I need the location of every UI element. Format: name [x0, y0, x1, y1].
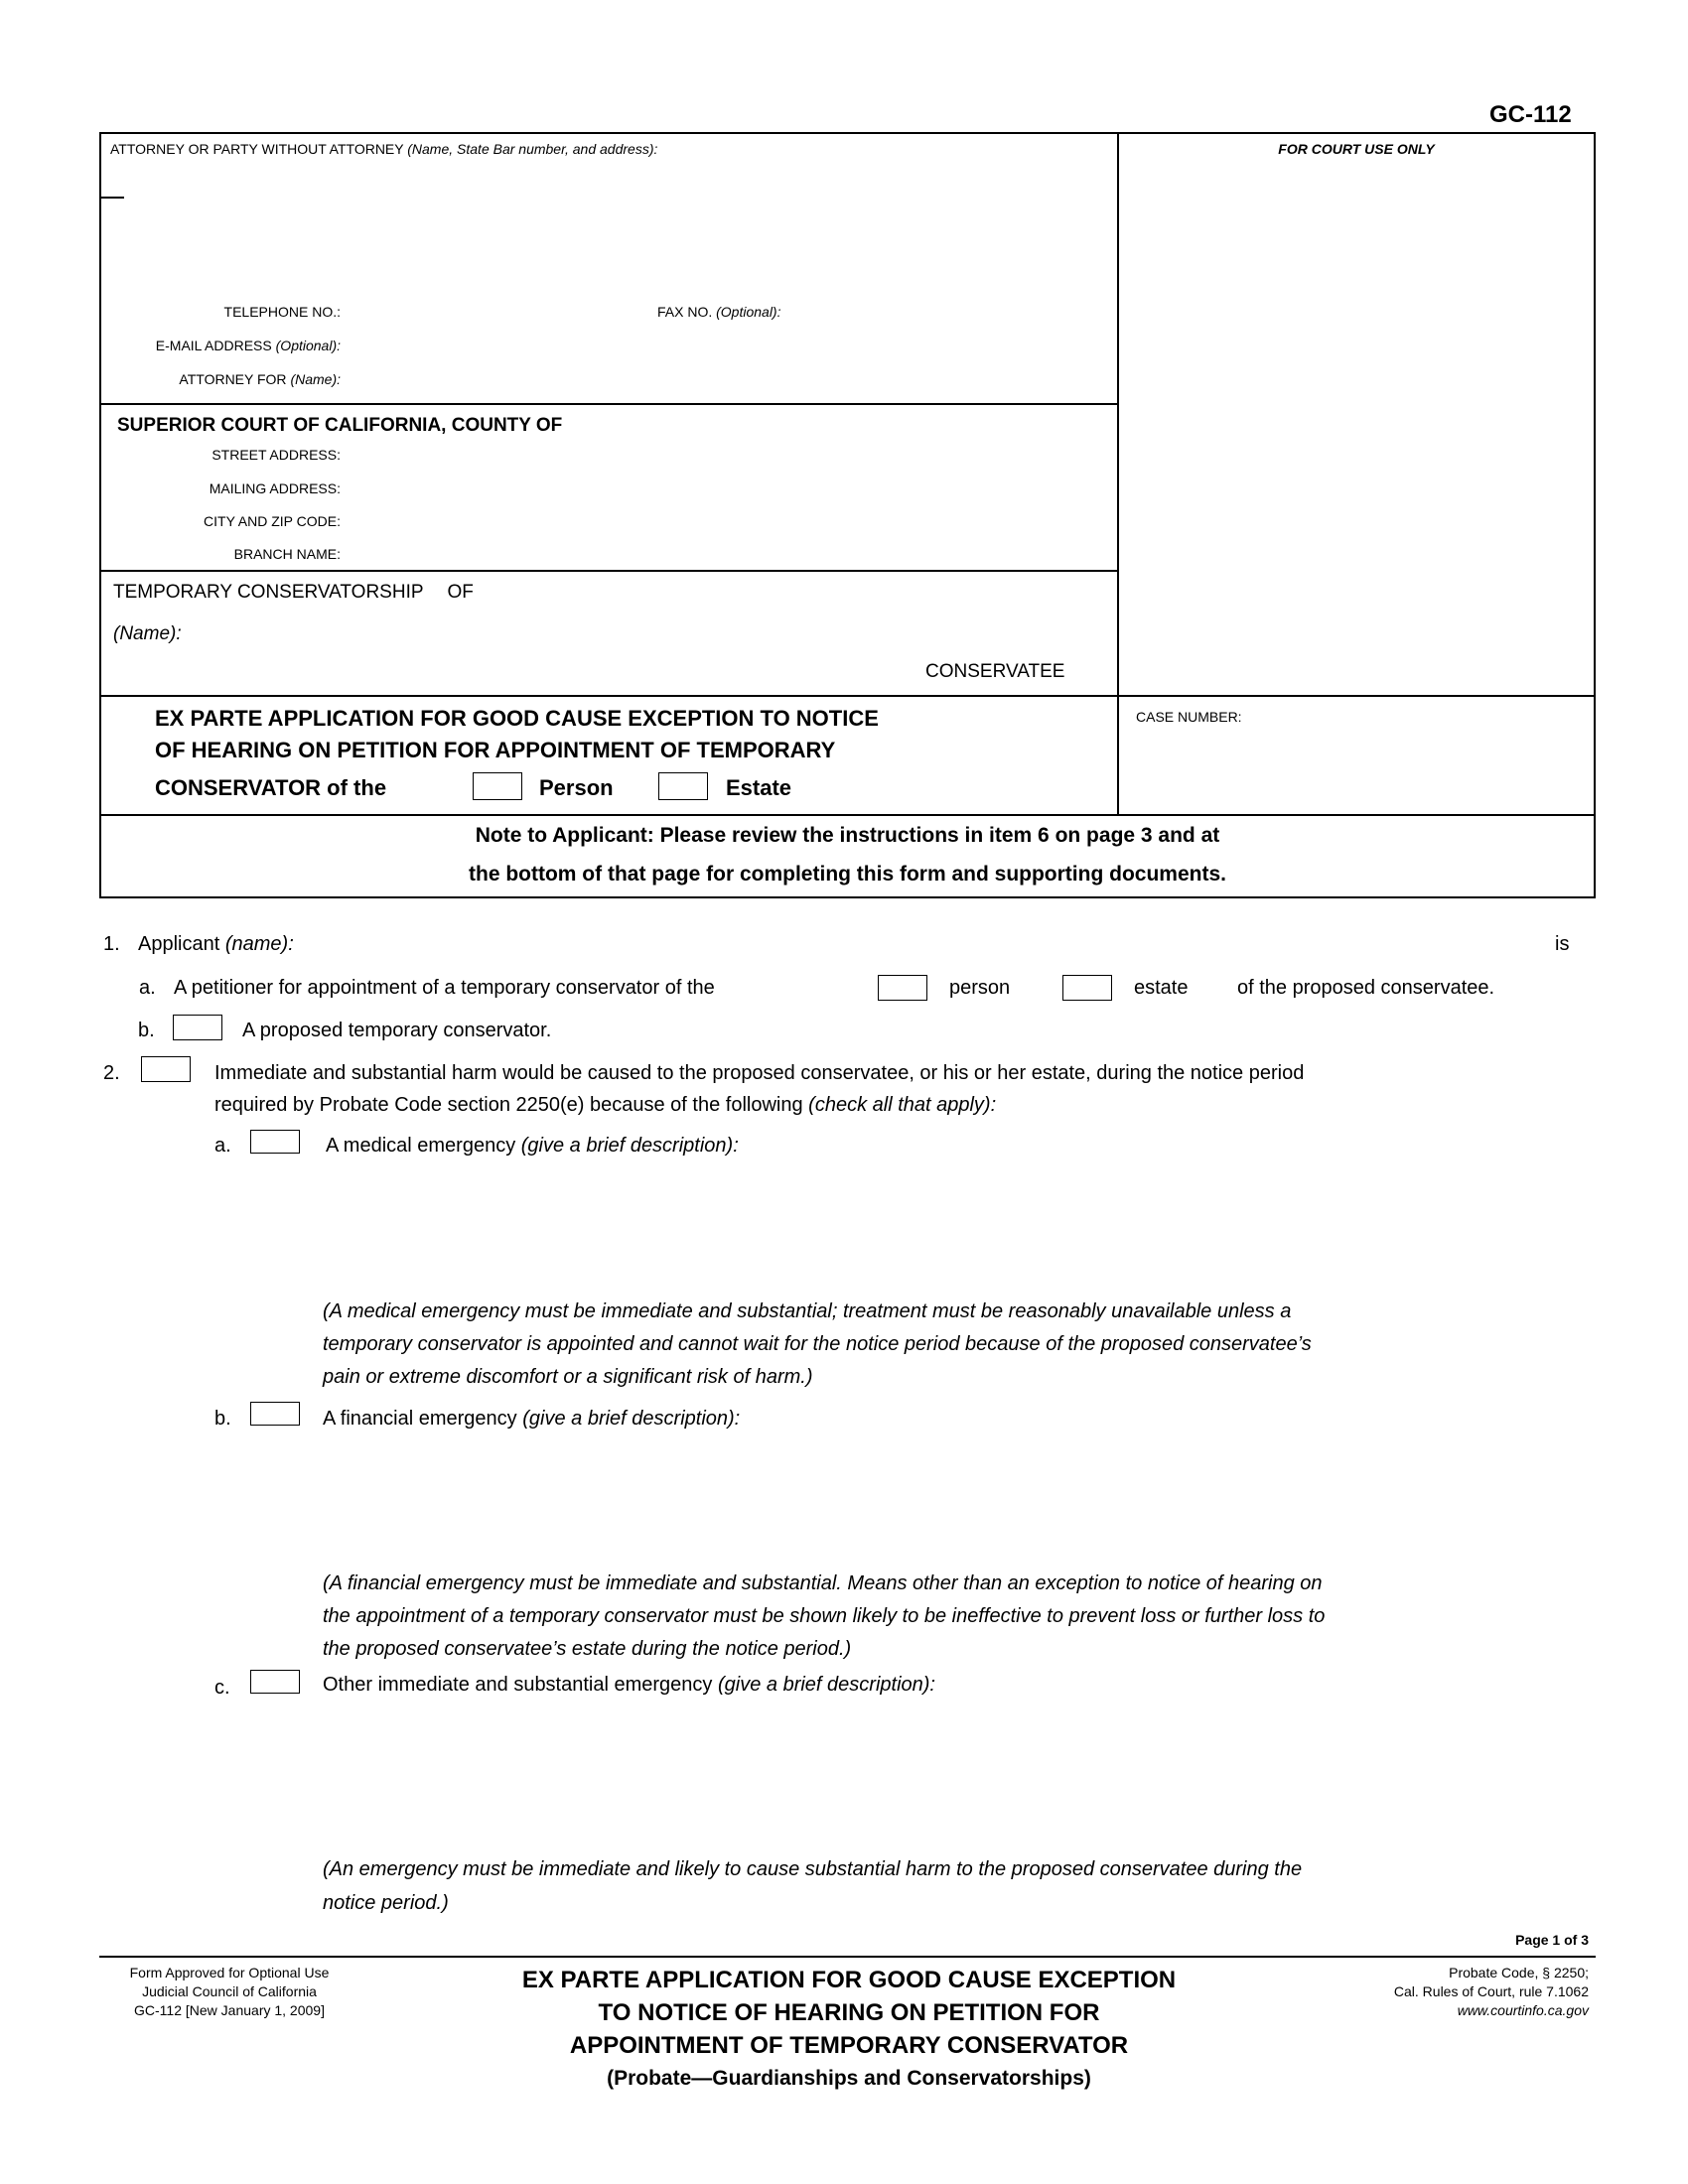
attorney-label: ATTORNEY OR PARTY WITHOUT ATTORNEY (Name, State Bar number, and address):	[110, 141, 658, 157]
branch-name-label: BRANCH NAME:	[233, 546, 341, 562]
footer-title-line2: TO NOTICE OF HEARING ON PETITION FOR	[598, 1999, 1100, 2026]
caption-separator-court	[99, 403, 1117, 405]
item2a-note-line1: (A medical emergency must be immediate and substantial; treatment must be reasonably unavailable unless a	[323, 1300, 1292, 1322]
item1-applicant-label: Applicant (name):	[138, 933, 294, 955]
caption-separator-case	[99, 570, 1117, 572]
form-title-line1: EX PARTE APPLICATION FOR GOOD CAUSE EXCEPTION TO NOTICE	[155, 706, 879, 731]
footer-right	[1291, 1964, 1589, 2020]
footer-left	[99, 1964, 359, 2020]
item2b-note-line2: the appointment of a temporary conservator must be shown likely to be ineffective to prevent loss or further loss to	[323, 1605, 1326, 1627]
title-estate-label: Estate	[726, 775, 792, 800]
attorney-mark	[100, 197, 124, 199]
item2a-letter: a.	[214, 1135, 231, 1157]
court-use-label: FOR COURT USE ONLY	[1278, 141, 1435, 157]
item1b-letter: b.	[138, 1020, 155, 1041]
email-label: E-MAIL ADDRESS (Optional):	[155, 338, 341, 353]
item2c-note-line2: notice period.)	[323, 1892, 449, 1914]
item1a-text: A petitioner for appointment of a temporary conservator of the	[174, 977, 715, 999]
footer-right-line2: Cal. Rules of Court, rule 7.1062	[1393, 1983, 1589, 1999]
item1-number: 1.	[103, 933, 120, 955]
note-line2: the bottom of that page for completing this form and supporting documents.	[469, 863, 1226, 886]
name-label: (Name):	[113, 623, 182, 644]
title-person-label: Person	[539, 775, 614, 800]
item2b-note-line3: the proposed conservatee’s estate during the notice period.)	[323, 1638, 852, 1660]
item2b-letter: b.	[214, 1408, 231, 1430]
caption-separator-title	[99, 695, 1596, 697]
item2a-note-line2: temporary conservator is appointed and cannot wait for the notice period because of the proposed conservatee’s	[323, 1333, 1312, 1355]
footer-left-line3: GC-112 [New January 1, 2009]	[134, 2002, 325, 2018]
footer-title-line1: EX PARTE APPLICATION FOR GOOD CAUSE EXCEPTION	[521, 1967, 1177, 1993]
title-estate-checkbox[interactable]	[658, 772, 708, 800]
item2-line2: required by Probate Code section 2250(e) because of the following (check all that apply):	[214, 1094, 997, 1116]
footer-right-line1: Probate Code, § 2250;	[1449, 1965, 1589, 1980]
item2a-text: A medical emergency (give a brief description):	[326, 1135, 739, 1157]
footer-left-line2: Judicial Council of California	[142, 1983, 317, 1999]
item1a-person-label: person	[949, 977, 1011, 999]
item2b-text: A financial emergency (give a brief description):	[323, 1408, 741, 1430]
fax-label: FAX NO. (Optional):	[657, 304, 781, 320]
item2c-note-line1: (An emergency must be immediate and likely to cause substantial harm to the proposed conservatee during the	[323, 1858, 1303, 1880]
footer-title-line3: APPOINTMENT OF TEMPORARY CONSERVATOR	[569, 2032, 1129, 2059]
attorney-for-label: ATTORNEY FOR (Name):	[179, 371, 341, 387]
item2a-checkbox[interactable]	[250, 1130, 300, 1154]
item1-is: is	[1555, 933, 1570, 955]
mailing-address-label: MAILING ADDRESS:	[209, 480, 341, 496]
item2-line1: Immediate and substantial harm would be caused to the proposed conservatee, or his or her estate, during the notice period	[214, 1062, 1305, 1084]
item1b-text: A proposed temporary conservator.	[242, 1020, 552, 1041]
item1a-person-checkbox[interactable]	[878, 975, 927, 1001]
item1a-estate-label: estate	[1134, 977, 1189, 999]
title-person-checkbox[interactable]	[473, 772, 522, 800]
footer-left-line1: Form Approved for Optional Use	[129, 1965, 330, 1980]
note-line1: Note to Applicant: Please review the instructions in item 6 on page 3 and at	[475, 824, 1220, 847]
item2a-note-line3: pain or extreme discomfort or a significant risk of harm.)	[323, 1366, 813, 1388]
item2-number: 2.	[103, 1062, 120, 1084]
item2c-letter: c.	[214, 1677, 230, 1699]
footer-rule	[99, 1956, 1596, 1958]
footer-title	[397, 1964, 1301, 2062]
footer-website-link[interactable]: www.courtinfo.ca.gov	[1457, 2002, 1589, 2018]
court-title: SUPERIOR COURT OF CALIFORNIA, COUNTY OF	[117, 415, 563, 436]
caption-divider	[1117, 132, 1119, 814]
page-number: Page 1 of 3	[1515, 1932, 1589, 1948]
item2-checkbox[interactable]	[141, 1056, 191, 1082]
case-number-label: CASE NUMBER:	[1136, 709, 1242, 725]
item2c-checkbox[interactable]	[250, 1670, 300, 1694]
form-id: GC-112	[1489, 101, 1572, 128]
item1b-checkbox[interactable]	[173, 1015, 222, 1040]
form-title-line3: CONSERVATOR of the	[155, 775, 387, 800]
item2b-checkbox[interactable]	[250, 1402, 300, 1426]
footer-subtitle: (Probate—Guardianships and Conservatorships)	[607, 2067, 1091, 2090]
case-of-label: TEMPORARY CONSERVATORSHIP OF	[113, 582, 474, 603]
item2b-note-line1: (A financial emergency must be immediate and substantial. Means other than an exception to notice of hearing on	[323, 1572, 1323, 1594]
city-zip-label: CITY AND ZIP CODE:	[204, 513, 341, 529]
item2c-text: Other immediate and substantial emergency (give a brief description):	[323, 1674, 935, 1696]
form-title-line2: OF HEARING ON PETITION FOR APPOINTMENT OF TEMPORARY	[155, 738, 836, 762]
item1a-tail: of the proposed conservatee.	[1237, 977, 1495, 999]
item1a-letter: a.	[139, 977, 156, 999]
street-address-label: STREET ADDRESS:	[211, 447, 341, 463]
caption-separator-note	[99, 814, 1596, 816]
item1a-estate-checkbox[interactable]	[1062, 975, 1112, 1001]
telephone-label: TELEPHONE NO.:	[223, 304, 341, 320]
conservatee-label: CONSERVATEE	[925, 661, 1065, 682]
